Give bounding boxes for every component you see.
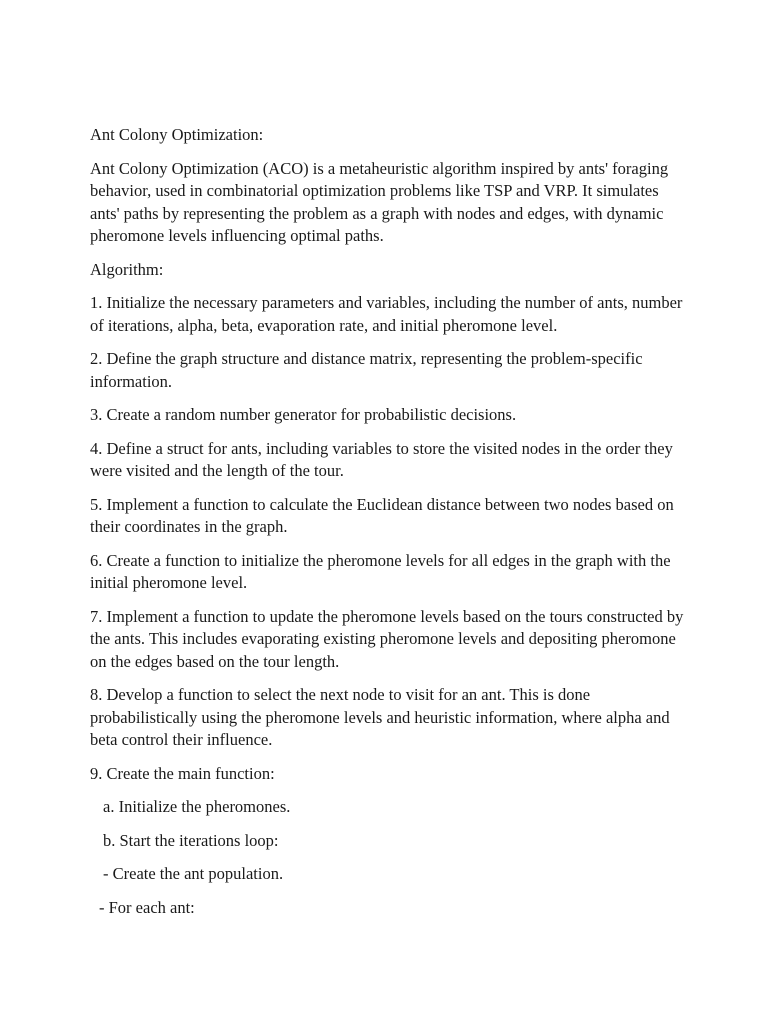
substep-for-each-ant: - For each ant:: [99, 897, 195, 917]
substep-initialize-pheromones: a. Initialize the pheromones.: [103, 797, 291, 816]
algorithm-step-8: 8. Develop a function to select the next node to visit for an ant. This is done probabilistically using the pheromone levels and heuristic information, where alpha and beta control their influence.: [90, 685, 670, 749]
substep-iterations-loop: b. Start the iterations loop:: [103, 830, 279, 850]
algorithm-step-1: 1. Initialize the necessary parameters and variables, including the number of ants, number of iterations, alpha, beta, evaporation rate, and initial pheromone level.: [90, 293, 683, 335]
document-page: [90, 124, 690, 930]
algorithm-step-9: 9. Create the main function:: [90, 763, 275, 783]
algorithm-step-5: 5. Implement a function to calculate the Euclidean distance between two nodes based on their coordinates in the graph.: [90, 494, 674, 536]
document-heading: Ant Colony Optimization:: [90, 125, 264, 144]
algorithm-heading: Algorithm:: [90, 259, 164, 279]
algorithm-step-4: 4. Define a struct for ants, including variables to store the visited nodes in the order they were visited and the length of the tour.: [90, 438, 673, 480]
algorithm-step-7: 7. Implement a function to update the pheromone levels based on the tours constructed by the ants. This includes evaporating existing pheromone levels and depositing pheromone on the edges based on the tour length.: [90, 606, 684, 671]
substep-create-ant-population: - Create the ant population.: [103, 864, 284, 883]
algorithm-step-2: 2. Define the graph structure and distance matrix, representing the problem-specific information.: [90, 349, 643, 391]
algorithm-step-6: 6. Create a function to initialize the pheromone levels for all edges in the graph with the initial pheromone level.: [90, 550, 671, 592]
algorithm-step-3: 3. Create a random number generator for probabilistic decisions.: [90, 405, 517, 424]
intro-paragraph: Ant Colony Optimization (ACO) is a metaheuristic algorithm inspired by ants' foraging behavior, used in combinatorial optimization problems like TSP and VRP. It simulates ants' paths by representing the problem as a graph with nodes and edges, with dynamic pheromone levels influencing optimal paths.: [90, 158, 669, 245]
